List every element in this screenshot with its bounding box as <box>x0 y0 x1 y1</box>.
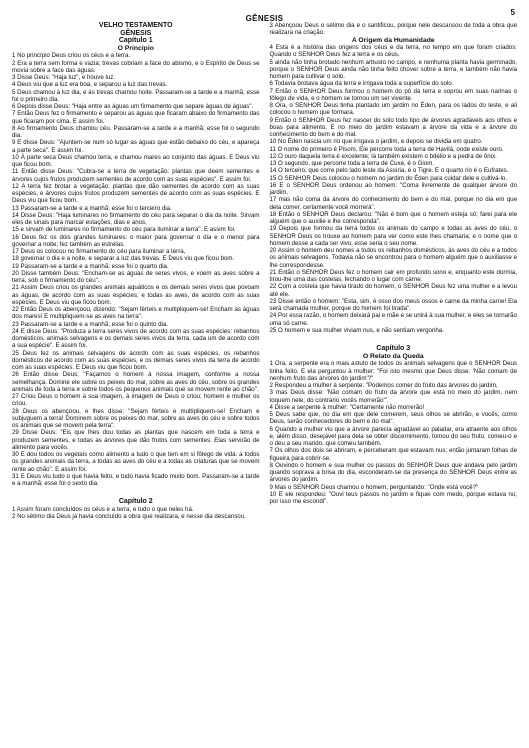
verse: 6 Todavia brotava água da terra e irrigava toda a superfície do solo. <box>269 80 454 88</box>
book-running-title: GÊNESIS <box>245 14 284 23</box>
verse: 10 No Éden nascia um rio que irrigava o jardim, e depois se dividia em quatro. <box>269 138 483 146</box>
page-number: 5 <box>510 8 515 17</box>
verse: 23 Disse então o homem: "Esta, sim, é osso dos meus ossos e carne da minha carne! Ela será chamada mulher, porque do homem foi tirada". <box>269 297 517 313</box>
verse: 7 Os olhos dos dois se abriram, e perceberam que estavam nus; então juntaram folhas de figueira para cobrir-se. <box>269 447 517 462</box>
chapter-1-verses <box>12 52 260 487</box>
verse: 27 Criou Deus o homem à sua imagem, à imagem de Deus o criou; homem e mulher os criou. <box>12 393 260 408</box>
verse: 23 Passaram-se a tarde e a manhã; esse foi o quinto dia. <box>12 320 168 328</box>
verse: 18 governar o dia e a noite, e separar a luz das trevas. E Deus viu que ficou bom. <box>12 255 235 263</box>
book-heading: GÊNESIS <box>120 29 152 37</box>
chapter-2-verses-continued <box>270 44 518 334</box>
chapter-gap <box>270 334 518 343</box>
verse: 17 Deus os colocou no firmamento do céu para iluminar a terra, <box>12 248 186 256</box>
right-column <box>270 22 518 744</box>
verse: 3 Abençoou Deus o sétimo dia e o santificou, porque nele descansou de toda a obra que realizara na criação. <box>269 22 517 37</box>
verse: 8 Ao firmamento Deus chamou céu. Passaram-se a tarde e a manhã; esse foi o segundo dia. <box>12 124 260 140</box>
verse: 26 Então disse Deus: "Façamos o homem à nossa imagem, conforme a nossa semelhança. Domine ele sobre os peixes do mar, sobre as aves do céu, sobre os grandes animais de toda a terra e sobre todos os pequenos animais que se movem rente ao chão". <box>12 371 260 393</box>
verse: 7 Então Deus fez o firmamento e separou as águas que ficaram abaixo do firmamento das que ficaram por cima. E assim foi. <box>12 110 260 125</box>
verse: 5 ainda não tinha brotado nenhum arbusto no campo, e nenhuma planta havia germinado, porque o SENHOR Deus ainda não tinha feito chover sobre a terra, e também não havia homem para cultivar o solo. <box>269 58 517 81</box>
verse: 12 O ouro daquela terra é excelente; lá também existem o bdélio e a pedra de ônix. <box>269 152 497 160</box>
verse: 21 Então o SENHOR Deus fez o homem cair em profundo sono e, enquanto este dormia, tirou-lhe uma das costelas, fechando o lugar com carne. <box>269 268 517 284</box>
verse: 18 Então o SENHOR Deus declarou: "Não é bom que o homem esteja só; farei para ele alguém que o auxilie e lhe corresponda". <box>269 210 517 226</box>
verse: 11 Então disse Deus: "Cubra-se a terra de vegetação: plantas que deem sementes e árvores cujos frutos produzem sementes de acordo com as suas espécies". E assim foi. <box>12 168 260 183</box>
verse: 4 Disse a serpente à mulher: "Certamente não morrerão! <box>269 403 425 411</box>
verse: 3 mas Deus disse: 'Não comam do fruto da árvore que está no meio do jardim, nem toquem nele; do contrário vocês morrerão'". <box>269 389 517 404</box>
verse: 13 Passaram-se a tarde e a manhã; esse foi o terceiro dia. <box>12 204 172 212</box>
verse: 1 No princípio Deus criou os céus e a terra. <box>12 52 131 60</box>
verse: 3 Disse Deus: "Haja luz", e houve luz. <box>12 74 115 82</box>
text-columns <box>12 22 517 744</box>
verse: 9 Então o SENHOR Deus fez nascer do solo todo tipo de árvores agradáveis aos olhos e boas para alimento. E no meio do jardim estavam a árvore da vida e a árvore do conhecimento do bem e do mal. <box>269 116 517 139</box>
verse: 7 Então o SENHOR Deus formou o homem do pó da terra e soprou em suas narinas o fôlego de vida, e o homem se tornou um ser vivente. <box>269 87 517 102</box>
verse: 19 Passaram-se a tarde e a manhã; esse foi o quarto dia. <box>12 262 169 270</box>
verse: 9 Mas o SENHOR Deus chamou o homem, perguntando: "Onde está você?" <box>269 483 479 491</box>
verse: 31 E Deus viu tudo o que havia feito, e tudo havia ficado muito bom. Passaram-se a tarde e a manhã; esse foi o sexto dia. <box>12 472 260 488</box>
verse: 15 e sirvam de luminares no firmamento do céu para iluminar a terra". E assim foi. <box>12 226 236 234</box>
verse: 22 Com a costela que havia tirado do homem, o SENHOR Deus fez uma mulher e a levou até ele. <box>269 283 517 298</box>
verse: 11 O nome do primeiro é Pisom. Ele percorre toda a terra de Havilá, onde existe ouro. <box>269 145 504 153</box>
verse: 2 Era a terra sem forma e vazia; trevas cobriam a face do abismo, e o Espírito de Deus se movia sobre a face das águas. <box>12 59 260 74</box>
verse: 10 À parte seca Deus chamou terra, e chamou mares ao conjunto das águas. E Deus viu que ficou bom. <box>12 153 260 169</box>
testament-heading: VELHO TESTAMENTO <box>98 22 173 29</box>
verse: 1 Ora, a serpente era o mais astuto de todos os animais selvagens que o SENHOR Deus tinha feito. E ela perguntou à mulher: "Foi isto mesmo que Deus disse: 'Não comam de nenhum fruto das árvores do jardim'?" <box>269 360 517 382</box>
verse: 1 Assim foram concluídos os céus e a terra, e tudo o que neles há. <box>12 505 194 513</box>
verse: 13 O segundo, que percorre toda a terra de Cuxe, é o Giom. <box>269 160 435 168</box>
verse: 22 Então Deus os abençoou, dizendo: "Sejam férteis e multipliquem-se! Encham as águas dos mares! E multipliquem-se as aves na terra". <box>12 306 260 321</box>
verse: 25 O homem e sua mulher viviam nus, e não sentiam vergonha. <box>269 326 444 334</box>
verse: 6 Depois disse Deus: "Haja entre as águas um firmamento que separe águas de águas". <box>12 103 254 111</box>
chapter-3-heading: Capítulo 3 <box>376 345 411 353</box>
verse: 20 Assim o homem deu nomes a todos os rebanhos domésticos, às aves do céu e a todos os animais selvagens. Todavia não se encontrou para o homem alguém que o auxiliasse e lhe correspondesse. <box>269 247 517 269</box>
verse: 30 E dou todos os vegetais como alimento a tudo o que tem em si fôlego de vida: a todos os grandes animais da terra, a todas as aves do céu e a todas as criaturas que se movem rente ao chão". E assim foi. <box>12 451 260 473</box>
verse: 14 Disse Deus: "Haja luminares no firmamento do céu para separar o dia da noite. Sirvam eles de sinais para marcar estações, dias e anos, <box>12 211 260 227</box>
verse: 10 E ele respondeu: "Ouvi teus passos no jardim e fiquei com medo, porque estava nu; por isso me escondi". <box>269 490 517 506</box>
verse: 5 Deus chamou à luz dia, e às trevas chamou noite. Passaram-se a tarde e a manhã; esse foi o primeiro dia. <box>12 88 260 103</box>
verse: 8 Ora, o SENHOR Deus tinha plantado um jardim no Éden, para os lados do leste, e ali colocou o homem que formara. <box>269 102 517 117</box>
verse: 19 Depois que formou da terra todos os animais do campo e todas as aves do céu, o SENHOR Deus os trouxe ao homem para ver como este lhes chamaria; e o nome que o homem desse a cada ser vivo, esse seria o seu nome. <box>269 225 517 247</box>
verse: 25 Deus fez os animais selvagens de acordo com as suas espécies, os rebanhos domésticos de acordo com as suas espécies, e os demais seres vivos da terra de acordo com as suas espécies. E Deus viu que ficou bom. <box>12 349 260 372</box>
verse: 16 E o SENHOR Deus ordenou ao homem: "Coma livremente de qualquer árvore do jardim, <box>269 181 517 197</box>
chapter-gap <box>12 487 260 496</box>
verse: 2 Respondeu a mulher à serpente: "Podemos comer do fruto das árvores do jardim, <box>269 382 498 390</box>
chapter-2-heading: Capítulo 2 <box>118 498 153 506</box>
verse: 4 Esta é a história das origens dos céus e da terra, no tempo em que foram criados: Quando o SENHOR Deus fez a terra e os céus, <box>269 44 517 59</box>
section-heading-origin: A Origem da Humanidade <box>351 36 435 44</box>
verse: 4 Deus viu que a luz era boa, e separou a luz das trevas. <box>12 81 168 89</box>
verse: 8 Ouvindo o homem e sua mulher os passos do SENHOR Deus que andava pelo jardim quando soprava a brisa do dia, esconderam-se da presença do SENHOR Deus entre as árvores do jardim. <box>269 461 517 484</box>
chapter-1-heading: Capítulo 1 <box>118 37 153 45</box>
verse: 28 Deus os abençoou, e lhes disse: "Sejam férteis e multipliquem-se! Encham e subjuguem a terra! Dominem sobre os peixes do mar, sobre as aves do céu e sobre todos os animais que se movem pela terra". <box>12 407 260 430</box>
verse: 9 E disse Deus: "Ajuntem-se num só lugar as águas que estão debaixo do céu, e apareça a parte seca". E assim foi. <box>12 139 260 154</box>
verse: 2 No sétimo dia Deus já havia concluído a obra que realizara, e nesse dia descansou. <box>12 513 246 521</box>
chapter-3-subtitle: O Relato da Queda <box>362 352 424 360</box>
left-column <box>12 22 260 744</box>
verse: 5 Deus sabe que, no dia em que dele comerem, seus olhos se abrirão, e vocês, como Deus, serão conhecedores do bem e do mal". <box>269 411 517 426</box>
verse: 15 O SENHOR Deus colocou o homem no jardim do Éden para cuidar dele e cultivá-lo. <box>269 174 508 182</box>
verse: 24 E disse Deus: "Produza a terra seres vivos de acordo com as suas espécies: rebanhos domésticos, animais selvagens e os demais seres vivos da terra, cada um de acordo com a sua espécie". E assim foi. <box>12 327 260 350</box>
verse: 12 A terra fez brotar a vegetação: plantas que dão sementes de acordo com as suas espécies, e árvores cujos frutos produzem sementes de acordo com as suas espécies. E Deus viu que ficou bom. <box>12 182 260 205</box>
chapter-2-verses-start <box>12 506 260 521</box>
chapter-2-verse-3 <box>270 22 518 37</box>
chapter-1-subtitle: O Princípio <box>117 44 154 52</box>
verse: 21 Assim Deus criou os grandes animais aquáticos e os demais seres vivos que povoam as águas, de acordo com as suas espécies; e todas as aves, de acordo com as suas espécies. E Deus viu que ficou bom. <box>12 284 260 306</box>
verse: 17 mas não coma da árvore do conhecimento do bem e do mal, porque no dia em que dela comer, certamente você morrerá". <box>269 196 517 211</box>
verse: 29 Disse Deus: "Eis que lhes dou todas as plantas que nascem em toda a terra e produzem sementes, e todas as árvores que dão frutos com sementes. Elas servirão de alimento para vocês. <box>12 429 260 451</box>
verse: 24 Por essa razão, o homem deixará pai e mãe e se unirá à sua mulher, e eles se tornarão uma só carne. <box>269 312 517 327</box>
chapter-3-verses <box>270 360 518 505</box>
verse: 6 Quando a mulher viu que a árvore parecia agradável ao paladar, era atraente aos olhos e, além disso, desejável para dela se obter discernimento, tomou do seu fruto, comeu-o e o deu a seu marido, que comeu também. <box>269 425 517 448</box>
running-header <box>12 8 517 23</box>
verse: 20 Disse também Deus: "Encham-se as águas de seres vivos, e voem as aves sobre a terra, sob o firmamento do céu". <box>12 269 260 285</box>
verse: 14 O terceiro, que corre pelo lado leste da Assíria, é o Tigre. E o quarto rio é o Eufrates. <box>269 167 509 175</box>
verse: 16 Deus fez os dois grandes luminares: o maior para governar o dia e o menor para governar a noite; fez também as estrelas. <box>12 233 260 248</box>
